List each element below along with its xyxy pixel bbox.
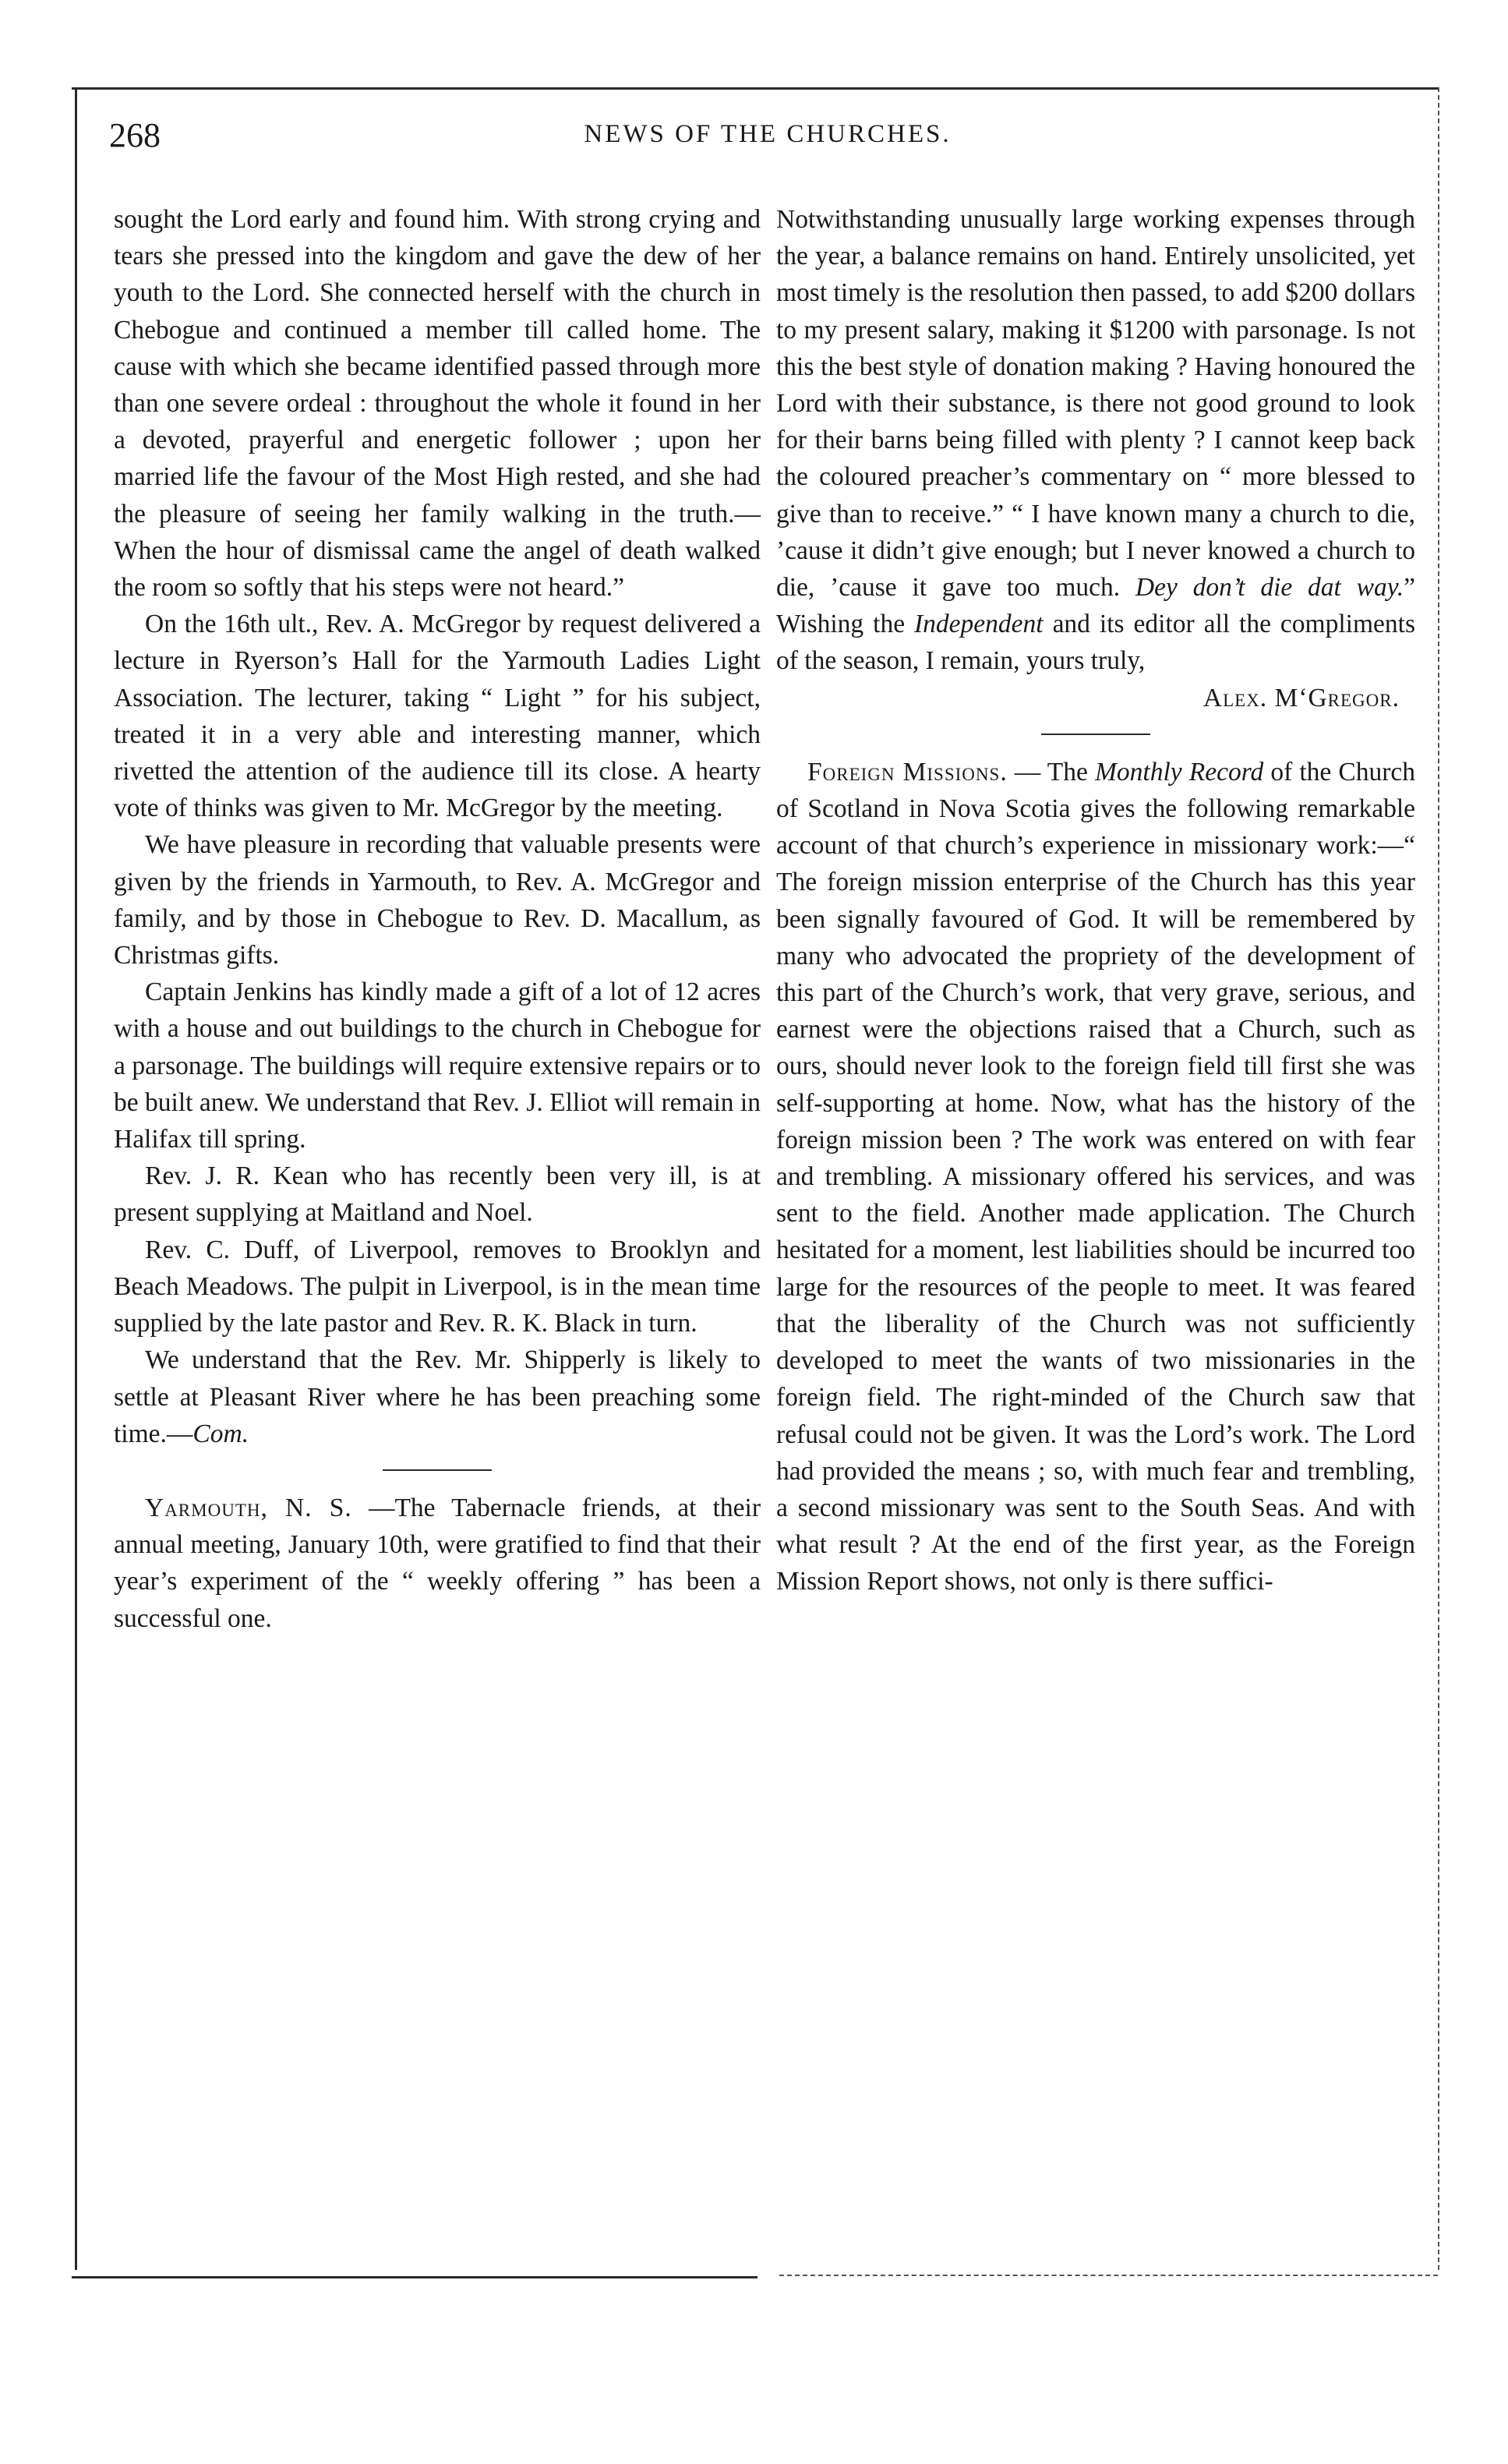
- yarmouth-text: —The Tabernacle friends, at their annual meeting, January 10th, were gratified to find that their year’s experiment of the “ weekly offering ” has been a successful one.: [114, 1493, 761, 1633]
- com-signature: Com.: [192, 1419, 249, 1448]
- signature-mcgregor: Alex. M‘Gregor.: [1203, 683, 1400, 712]
- offering-text-c: and its editor all the compliments of the season, I remain, yours truly,: [776, 610, 1415, 676]
- paragraph-lecture: On the 16th ult., Rev. A. McGregor by request delivered a lecture in Ryerson’s Hall for the Yarmouth Ladies Light Association. The lecturer, taking “ Light ” for his subject, treated it in a very able and interesting manner, which rivetted the attention of the audience till its close. A hearty vote of thinks was given to Mr. McGregor by the meeting.: [114, 610, 761, 823]
- paragraph-shipperly: [114, 1342, 761, 1452]
- paragraph-offering-continued: [776, 201, 1415, 680]
- shipperly-text: We understand that the Rev. Mr. Shipperly is likely to settle at Pleasant River where he has been preaching some time.—: [114, 1345, 761, 1448]
- paragraph-yarmouth: [114, 1490, 761, 1637]
- offering-text-b: ” Wishing the: [776, 573, 1415, 639]
- running-title: NEWS OF THE CHURCHES.: [584, 120, 952, 148]
- paragraph-duff: Rev. C. Duff, of Liverpool, removes to Brooklyn and Beach Meadows. The pulpit in Liverpool, is in the mean time supplied by the late pastor and Rev. R. K. Black in turn.: [114, 1235, 761, 1338]
- missions-text-a: — The: [1007, 757, 1095, 787]
- right-column: [776, 201, 1415, 1600]
- left-column: [114, 201, 761, 1637]
- paragraph-parsonage: Captain Jenkins has kindly made a gift of a lot of 12 acres with a house and out buildings to the church in Chebogue for a parsonage. The buildings will require extensive repairs or to be built anew. We understand that Rev. J. Elliot will remain in Halifax till spring.: [114, 977, 761, 1154]
- bottom-border-rule: [72, 2276, 758, 2278]
- page-number: 268: [109, 116, 161, 154]
- paragraph-obituary-end: sought the Lord early and found him. With strong crying and tears she pressed into the kingdom and gave the dew of her youth to the Lord. She connected herself with the church in Chebogue and continued a member till called home. The cause with which she became identified passed through more than one severe ordeal : throughout the whole it found in her a devoted, prayerful and energetic follower ; upon her married life the favour of the Most High rested, and she had the pleasure of seeing her family walking in the truth.—When the hour of dismissal came the angel of death walked the room so softly that his steps were not heard.”: [114, 205, 761, 603]
- foreign-missions-heading: Foreign Missions.: [807, 757, 1008, 787]
- section-divider: [1041, 734, 1150, 735]
- monthly-record-title: Monthly Record: [1095, 757, 1264, 787]
- section-divider: [383, 1469, 492, 1471]
- yarmouth-heading: Yarmouth, N. S.: [145, 1493, 352, 1522]
- paragraph-kean: Rev. J. R. Kean who has recently been very ill, is at present supplying at Maitland and Noel.: [114, 1161, 761, 1228]
- paragraph-foreign-missions: [776, 754, 1415, 1600]
- page-header: [109, 115, 1426, 170]
- right-border-rule: [1438, 87, 1439, 2270]
- dialect-quote: Dey don’t die dat way.: [1135, 573, 1404, 603]
- bottom-border-rule-right: [779, 2275, 1438, 2276]
- top-border-rule: [72, 87, 1439, 90]
- paragraph-presents: We have pleasure in recording that valuable presents were given by the friends in Yarmouth, to Rev. A. McGregor and family, and by those in Chebogue to Rev. D. Macallum, as Christmas gifts.: [114, 830, 761, 970]
- offering-text-a: Notwithstanding unusually large working expenses through the year, a balance remains on hand. Entirely unsolicited, yet most timely is the resolution then passed, to add $200 dollars to my present salary, making it $1200 with parsonage. Is not this the best style of donation making ? Having honoured the Lord with their substance, is there not good ground to look for their barns being filled with plenty ? I cannot keep back the coloured preacher’s commentary on “ more blessed to give than to receive.” “ I have known many a church to die, ’cause it didn’t give enough; but I never knowed a church to die, ’cause it gave too much.: [776, 205, 1415, 603]
- missions-text-b: of the Church of Scotland in Nova Scotia gives the following remarkable account of that church’s experience in missionary work:—“ The foreign mission enterprise of the Church has this year been signally favoured of God. It will be remembered by many who advocated the propriety of the development of this part of the Church’s work, that very grave, serious, and earnest were the objections raised that a Church, such as ours, should never look to the foreign field till first she was self-supporting at home. Now, what has the history of the foreign mission been ? The work was entered on with fear and trembling. A missionary offered his services, and was sent to the field. Another made application. The Church hesitated for a moment, lest liabilities should be incurred too large for the resources of the people to meet. It was feared that the liberality of the Church was not sufficiently developed to meet the wants of two missionaries in the foreign field. The right-minded of the Church saw that refusal could not be given. It was the Lord’s work. The Lord had provided the means ; so, with much fear and trembling, a second missionary was sent to the South Seas. And with what result ? At the end of the first year, as the Foreign Mission Report shows, not only is there suffici-: [776, 757, 1416, 1596]
- independent-title: Independent: [914, 610, 1044, 639]
- left-border-rule: [75, 87, 77, 2270]
